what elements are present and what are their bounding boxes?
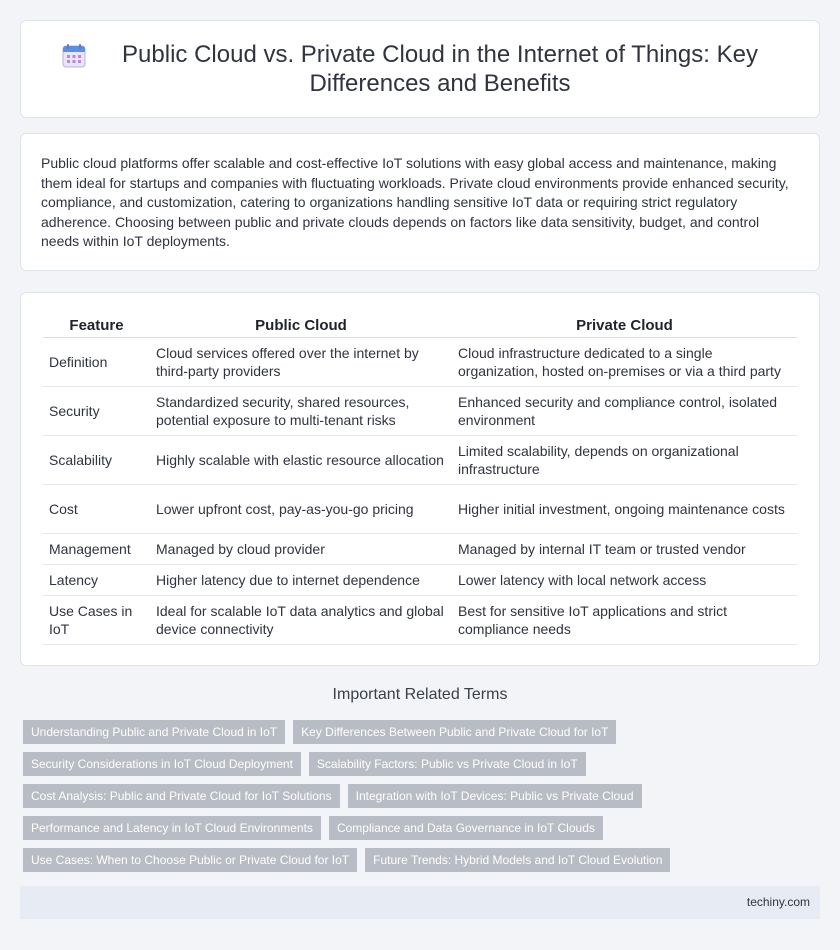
table-row bbox=[43, 337, 797, 386]
public-cloud-cell: Ideal for scalable IoT data analytics and global device connectivity bbox=[150, 595, 452, 644]
page-title: Public Cloud vs. Private Cloud in the Internet of Things: Key Differences and Benefits bbox=[122, 41, 758, 97]
related-term-tag[interactable]: Security Considerations in IoT Cloud Deployment bbox=[23, 752, 301, 776]
table-row bbox=[43, 435, 797, 484]
feature-cell: Management bbox=[43, 533, 150, 564]
tag-row bbox=[23, 784, 823, 808]
table-header-row bbox=[43, 313, 797, 337]
header-public-cloud: Public Cloud bbox=[150, 313, 452, 337]
feature-cell: Scalability bbox=[43, 435, 150, 484]
related-term-tag[interactable]: Future Trends: Hybrid Models and IoT Cloud Evolution bbox=[365, 848, 670, 872]
intro-card bbox=[20, 133, 820, 271]
table-row bbox=[43, 484, 797, 533]
private-cloud-cell: Limited scalability, depends on organizational infrastructure bbox=[452, 435, 797, 484]
tag-row bbox=[23, 720, 823, 744]
related-term-tag[interactable]: Scalability Factors: Public vs Private Cloud in IoT bbox=[309, 752, 586, 776]
private-cloud-cell: Lower latency with local network access bbox=[452, 564, 797, 595]
related-term-tag[interactable]: Use Cases: When to Choose Public or Private Cloud for IoT bbox=[23, 848, 357, 872]
feature-cell: Definition bbox=[43, 337, 150, 386]
private-cloud-cell: Best for sensitive IoT applications and strict compliance needs bbox=[452, 595, 797, 644]
table-row bbox=[43, 386, 797, 435]
related-term-tag[interactable]: Performance and Latency in IoT Cloud Environments bbox=[23, 816, 321, 840]
title-card bbox=[20, 20, 820, 118]
public-cloud-cell: Managed by cloud provider bbox=[150, 533, 452, 564]
table-row bbox=[43, 595, 797, 644]
tag-row bbox=[23, 816, 823, 840]
intro-paragraph: Public cloud platforms offer scalable and cost-effective IoT solutions with easy global access and maintenance, making them ideal for startups and companies with fluctuating workloads. Private cloud environments provide enhanced security, compliance, and customization, catering to organizations handling sensitive IoT data or requiring strict regulatory adherence. Choosing between public and private clouds depends on factors like data sensitivity, budget, and control needs within IoT deployments. bbox=[41, 155, 789, 249]
public-cloud-cell: Cloud services offered over the internet by third-party providers bbox=[150, 337, 452, 386]
related-term-tag[interactable]: Integration with IoT Devices: Public vs Private Cloud bbox=[348, 784, 642, 808]
footer-bar bbox=[20, 886, 820, 919]
feature-cell: Security bbox=[43, 386, 150, 435]
related-term-tag[interactable]: Compliance and Data Governance in IoT Clouds bbox=[329, 816, 603, 840]
private-cloud-cell: Enhanced security and compliance control, isolated environment bbox=[452, 386, 797, 435]
public-cloud-cell: Standardized security, shared resources, potential exposure to multi-tenant risks bbox=[150, 386, 452, 435]
title-wrap bbox=[61, 40, 779, 98]
related-terms-list bbox=[23, 720, 823, 880]
calendar-icon bbox=[61, 43, 87, 69]
related-terms-heading: Important Related Terms bbox=[332, 686, 508, 703]
private-cloud-cell: Higher initial investment, ongoing maintenance costs bbox=[452, 484, 797, 533]
private-cloud-cell: Cloud infrastructure dedicated to a single organization, hosted on-premises or via a third party bbox=[452, 337, 797, 386]
private-cloud-cell: Managed by internal IT team or trusted vendor bbox=[452, 533, 797, 564]
tag-row bbox=[23, 848, 823, 872]
comparison-table bbox=[43, 313, 797, 645]
header-private-cloud: Private Cloud bbox=[452, 313, 797, 337]
comparison-table-card bbox=[20, 292, 820, 666]
footer-site-link[interactable]: techiny.com bbox=[746, 895, 810, 909]
feature-cell: Cost bbox=[43, 484, 150, 533]
feature-cell: Use Cases in IoT bbox=[43, 595, 150, 644]
public-cloud-cell: Highly scalable with elastic resource allocation bbox=[150, 435, 452, 484]
tag-row bbox=[23, 752, 823, 776]
related-term-tag[interactable]: Key Differences Between Public and Private Cloud for IoT bbox=[293, 720, 616, 744]
related-term-tag[interactable]: Understanding Public and Private Cloud in IoT bbox=[23, 720, 285, 744]
public-cloud-cell: Higher latency due to internet dependence bbox=[150, 564, 452, 595]
table-row bbox=[43, 533, 797, 564]
related-term-tag[interactable]: Cost Analysis: Public and Private Cloud for IoT Solutions bbox=[23, 784, 340, 808]
table-row bbox=[43, 564, 797, 595]
public-cloud-cell: Lower upfront cost, pay-as-you-go pricing bbox=[150, 484, 452, 533]
header-feature: Feature bbox=[43, 313, 150, 337]
feature-cell: Latency bbox=[43, 564, 150, 595]
